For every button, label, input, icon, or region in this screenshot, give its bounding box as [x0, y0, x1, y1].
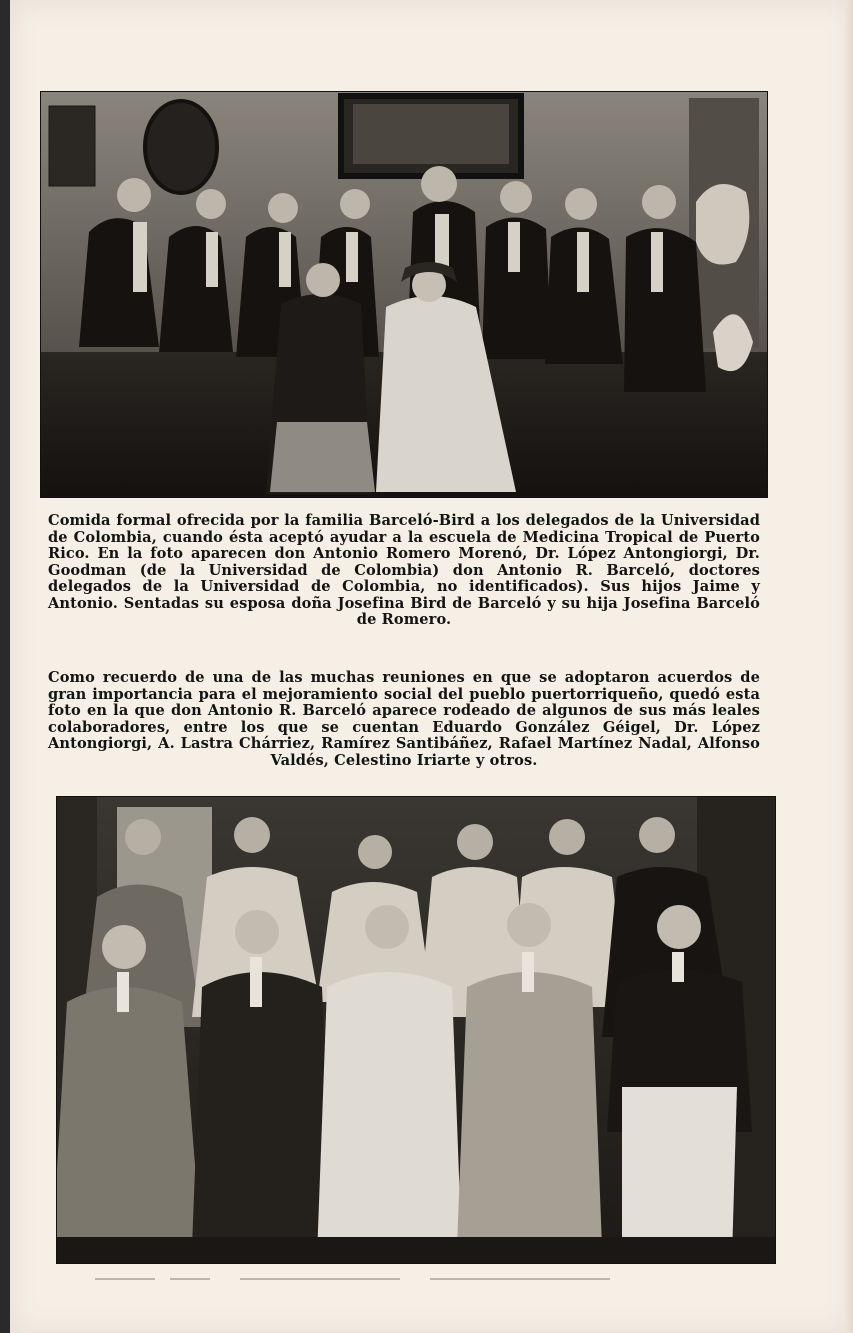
photo-collaborators-group	[56, 796, 776, 1264]
scan-mark	[95, 1278, 155, 1280]
document-page	[10, 0, 853, 1333]
scan-mark	[170, 1278, 210, 1280]
scan-mark	[240, 1278, 400, 1280]
photo-formal-dinner-image	[41, 92, 767, 497]
photo-formal-dinner	[40, 91, 768, 498]
photo-collaborators-image	[57, 797, 775, 1263]
scan-mark	[430, 1278, 610, 1280]
caption-formal-dinner: Comida formal ofrecida por la familia Barceló-Bird a los delegados de la Universidad de Colombia, cuando ésta aceptó ayudar a la escuela de Medicina Tropical de Puerto Rico. En la foto aparecen don Antonio Romero Morenó, Dr. López Antongiorgi, Dr. Goodman (de la Universidad de Colombia) don Antonio R. Barceló, doctores delegados de la Universidad de Colombia, no identificados). Sus hijos Jaime y Antonio. Sentadas su esposa doña Josefina Bird de Barceló y su hija Josefina Barceló de Romero.	[48, 512, 760, 628]
caption-meeting: Como recuerdo de una de las muchas reuniones en que se adoptaron acuerdos de gran importancia para el mejoramiento social del pueblo puertorriqueño, quedó esta foto en la que don Antonio R. Barceló aparece rodeado de algunos de sus más leales colaboradores, entre los que se cuentan Eduardo González Géigel, Dr. López Antongiorgi, A. Lastra Chárriez, Ramírez Santibáñez, Rafael Martínez Nadal, Alfonso Valdés, Celestino Iriarte y otros.	[48, 669, 760, 769]
page-edge	[845, 0, 853, 1333]
